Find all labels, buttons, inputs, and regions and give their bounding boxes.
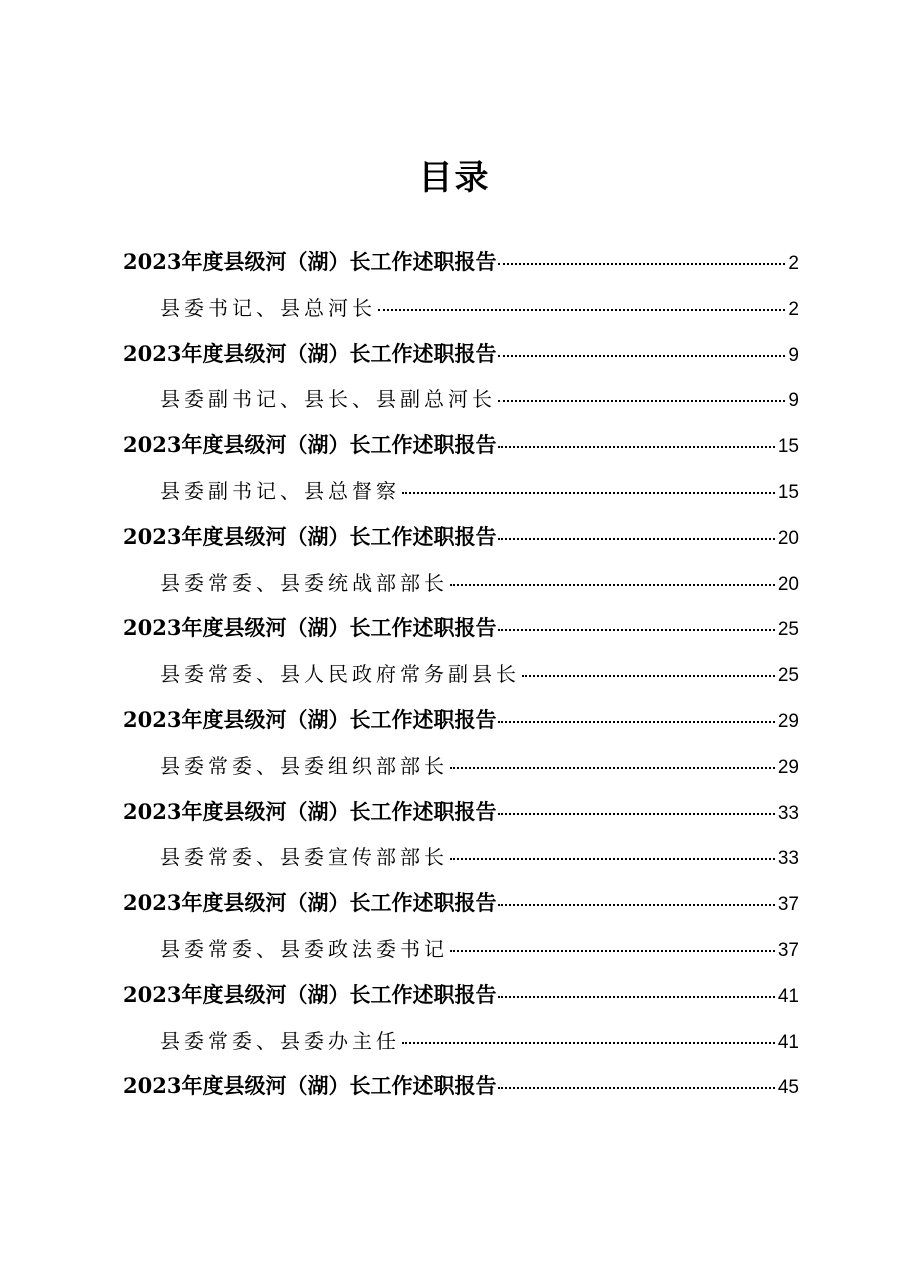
toc-dot-leader [498,355,785,357]
toc-entry-report[interactable] [123,1063,799,1109]
toc-page-number: 2 [788,253,799,274]
toc-page-number: 37 [777,894,799,916]
toc-page-number: 15 [777,482,799,503]
toc-dot-leader [402,492,775,494]
toc-dot-leader [498,813,774,815]
toc-dot-leader [498,904,774,906]
toc-entry-report[interactable] [123,605,799,651]
toc-entry-label: 县委副书记、县长、县副总河长 [160,387,496,412]
toc-entry-role[interactable] [160,376,799,422]
toc-entry-label: 县委常委、县委办主任 [160,1028,400,1053]
toc-dot-leader [450,767,775,769]
toc-page-number: 9 [788,344,799,366]
toc-entry-report[interactable] [123,880,799,926]
toc-page-number: 9 [788,390,799,412]
toc-dot-leader [498,629,774,631]
toc-page-number: 45 [777,1077,799,1099]
toc-entry-report[interactable] [123,514,799,560]
toc-entry-role[interactable] [160,1018,799,1064]
toc-page-number: 15 [777,436,799,458]
toc-page-number: 33 [777,802,799,824]
toc-dot-leader [498,538,774,540]
toc-page-number: 25 [777,665,799,687]
toc-entry-label: 2023年度县级河（湖）长工作述职报告 [123,981,497,1007]
toc-dot-leader [498,400,785,402]
toc-entry-label: 县委书记、县总河长 [160,295,376,320]
page-title: 目录 [418,158,491,198]
toc-entry-label: 2023年度县级河（湖）长工作述职报告 [123,1073,497,1099]
toc-entry-label: 县委副书记、县总督察 [160,479,400,503]
toc-dot-leader [402,1042,775,1044]
toc-entry-report[interactable] [123,697,799,743]
toc-entry-label: 2023年度县级河（湖）长工作述职报告 [123,432,497,458]
toc-page-number: 2 [788,298,799,320]
toc-entry-label: 2023年度县级河（湖）长工作述职报告 [123,340,497,366]
toc-entry-label: 县委常委、县委政法委书记 [160,937,448,961]
toc-dot-leader [450,858,775,860]
toc-dot-leader [378,309,785,311]
toc-dot-leader [498,446,774,448]
toc-page-number: 37 [777,940,799,961]
toc-dot-leader [498,721,774,723]
toc-page-number: 41 [777,985,799,1007]
toc-entry-label: 2023年度县级河（湖）长工作述职报告 [123,523,497,549]
toc-dot-leader [450,584,775,586]
toc-entry-label: 县委常委、县人民政府常务副县长 [160,662,520,687]
toc-entry-report[interactable] [123,331,799,377]
toc-entry-role[interactable] [160,926,799,972]
toc-entry-label: 县委常委、县委组织部部长 [160,753,448,778]
toc-entry-role[interactable] [160,834,799,880]
toc-entry-role[interactable] [160,651,799,697]
toc-page-number: 29 [777,756,799,778]
toc-entry-report[interactable] [123,789,799,835]
toc-dot-leader [522,675,775,677]
toc-page-number: 25 [777,619,799,641]
toc-dot-leader [498,263,785,265]
toc-entry-report[interactable] [123,972,799,1018]
toc-entry-role[interactable] [160,560,799,606]
toc-entry-label: 2023年度县级河（湖）长工作述职报告 [123,798,497,824]
toc-entry-label: 2023年度县级河（湖）长工作述职报告 [123,707,497,732]
toc-dot-leader [450,950,775,952]
toc-entry-label: 2023年度县级河（湖）长工作述职报告 [123,249,497,274]
toc-entry-role[interactable] [160,743,799,789]
toc-page-number: 41 [777,1031,799,1053]
toc-page-number: 20 [777,573,799,595]
toc-entry-label: 县委常委、县委宣传部部长 [160,845,448,870]
toc-entry-role[interactable] [160,285,799,331]
toc-dot-leader [498,1087,774,1089]
toc-dot-leader [498,996,774,998]
toc-page-number: 29 [777,711,799,732]
toc-entry-role[interactable] [160,468,799,514]
toc-entry-report[interactable] [123,422,799,468]
toc-page-number: 20 [777,527,799,549]
toc-entry-label: 县委常委、县委统战部部长 [160,570,448,595]
toc-entry-label: 2023年度县级河（湖）长工作述职报告 [123,890,497,916]
toc-page-number: 33 [777,848,799,870]
toc-entry-report[interactable] [123,239,799,285]
toc-entry-label: 2023年度县级河（湖）长工作述职报告 [123,615,497,641]
